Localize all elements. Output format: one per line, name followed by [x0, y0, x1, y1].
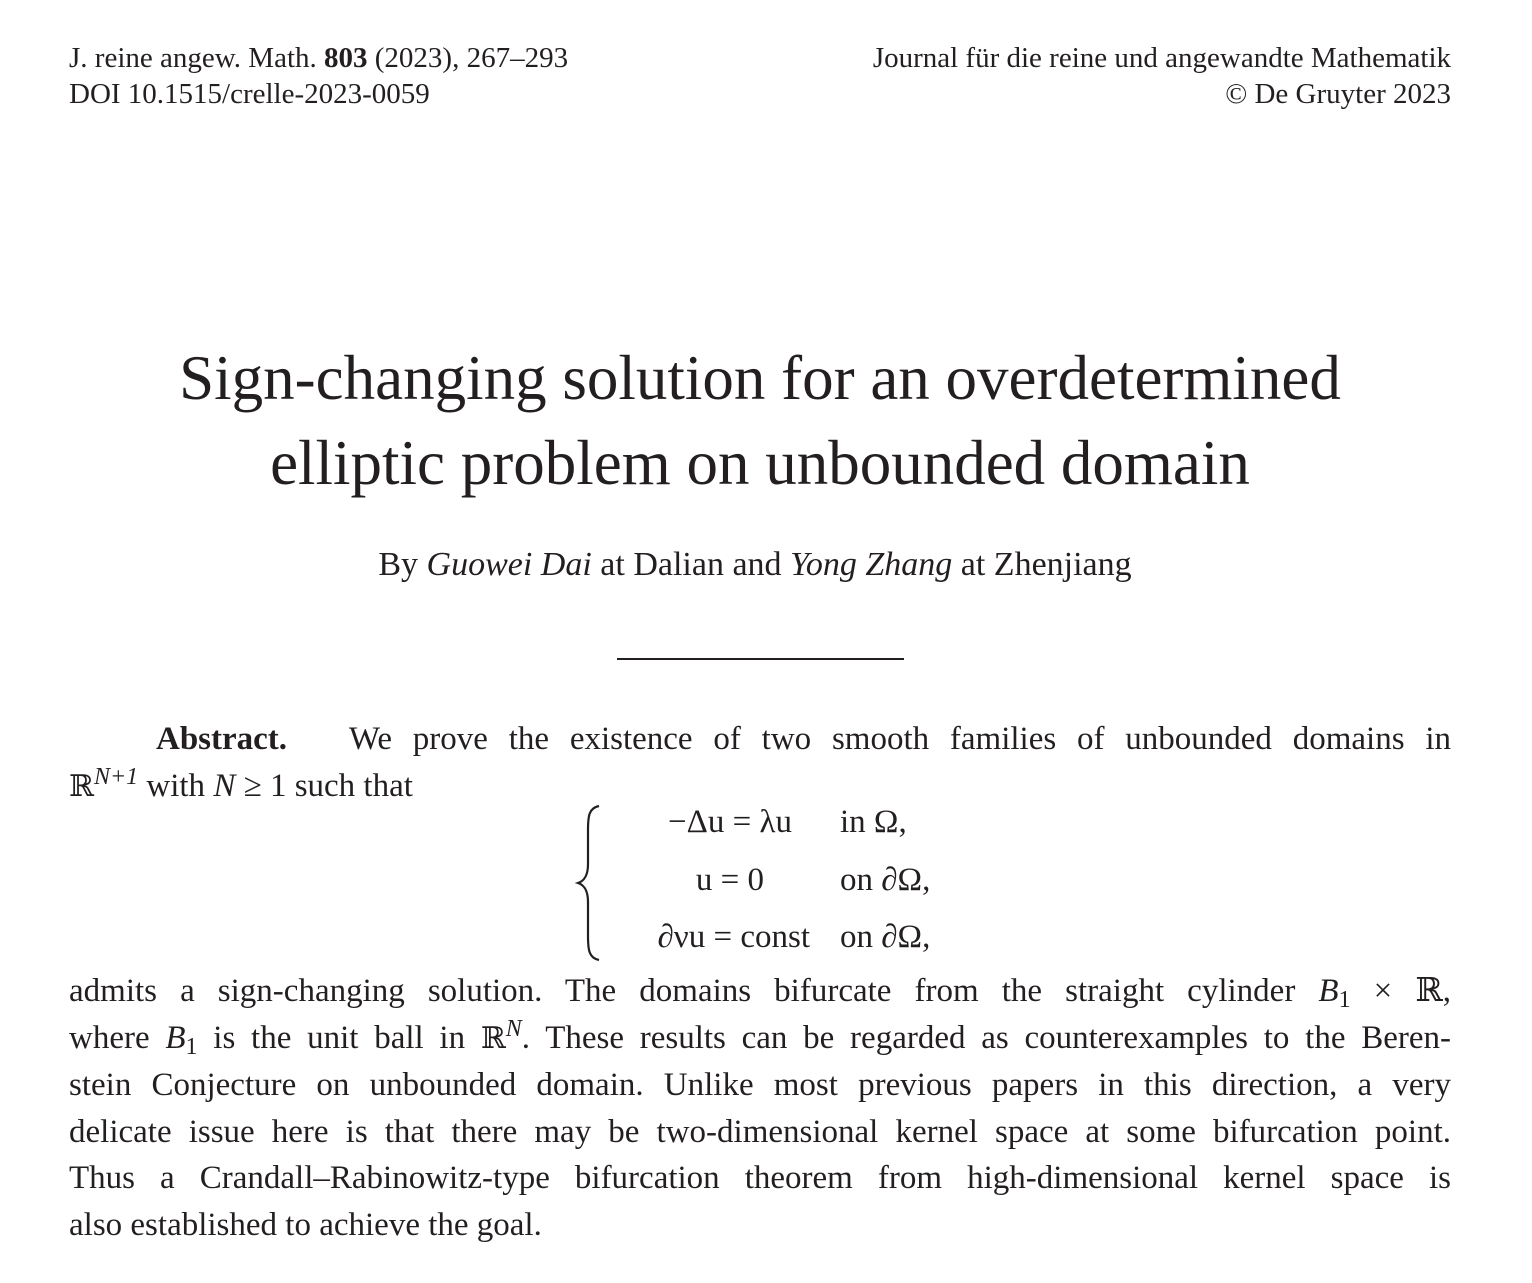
- volume-number: 803: [324, 42, 368, 74]
- copyright: © De Gruyter 2023: [1225, 78, 1451, 110]
- year-pages: (2023), 267–293: [374, 42, 569, 74]
- cylinder-ball-symbol: B: [1318, 973, 1339, 1009]
- abstract-first-line: [69, 716, 1451, 763]
- byline-by: By: [378, 546, 419, 583]
- unit-ball-subscript: 1: [185, 1033, 198, 1060]
- variable-n: N: [213, 767, 236, 804]
- citation-header: [69, 40, 568, 112]
- unit-ball-symbol: B: [165, 1019, 186, 1056]
- separator-rule: [617, 658, 904, 660]
- journal-full-name: Journal für die reine und angewandte Mathematik: [872, 42, 1451, 74]
- affiliation-1: at Dalian and: [600, 546, 782, 583]
- author-1: Guowei Dai: [426, 546, 592, 583]
- abstract-line-2-text: is the unit ball in: [213, 1019, 466, 1056]
- equation-1-lhs: −Δu = λu: [668, 804, 792, 840]
- byline: [0, 543, 1510, 587]
- real-space-symbol: ℝ: [69, 768, 94, 804]
- real-space-symbol-2: ℝ: [480, 1020, 506, 1056]
- abstract-intro-text: We prove the existence of two smooth families of unbounded domains in: [348, 721, 1452, 757]
- abstract-line-3: stein Conjecture on unbounded domain. Unlike most previous papers in this direction, a very: [69, 1067, 1451, 1103]
- equation-system: [575, 800, 995, 960]
- abstract-line-1-text: admits a sign-changing solution. The domains bifurcate from the straight cylinder: [69, 973, 1296, 1009]
- abstract-continuation: [69, 968, 1451, 1248]
- doi: DOI 10.1515/crelle-2023-0059: [69, 78, 430, 110]
- equation-1-condition: in Ω,: [840, 804, 907, 840]
- abstract-second-line: [69, 763, 413, 804]
- paper-title: [0, 336, 1520, 506]
- abstract-line-4: delicate issue here is that there may be two-dimensional kernel space at some bifurcation point.: [69, 1113, 1451, 1150]
- abstract-label: Abstract.: [156, 721, 288, 757]
- with-text: with: [146, 767, 206, 804]
- abstract-line-2-rest: . These results can be regarded as counterexamples to the Beren-: [521, 1019, 1452, 1056]
- space-exponent: N+1: [93, 763, 139, 790]
- condition-text: ≥ 1 such that: [243, 767, 413, 804]
- equation-row-3: [595, 915, 840, 959]
- publisher-header: [873, 40, 1451, 112]
- journal-abbrev: J. reine angew. Math.: [69, 42, 317, 74]
- space-exponent-2: N: [505, 1015, 522, 1042]
- abstract-line-2: [69, 1015, 1451, 1063]
- citation-line: [69, 40, 568, 76]
- abstract-line-5: Thus a Crandall–Rabinowitz-type bifurcation theorem from high-dimensional kernel space is: [69, 1160, 1451, 1196]
- equation-2-lhs: u = 0: [695, 862, 764, 898]
- cylinder-times-r: × ℝ,: [1373, 973, 1452, 1009]
- equation-2-condition: on ∂Ω,: [840, 862, 931, 898]
- equation-row-1: [595, 800, 840, 844]
- affiliation-2: at Zhenjiang: [960, 546, 1132, 583]
- abstract-line-1: [69, 968, 1451, 1015]
- abstract-line-2-where: where: [69, 1019, 150, 1056]
- title-line-2: elliptic problem on unbounded domain: [270, 428, 1250, 498]
- equation-3-condition: on ∂Ω,: [840, 919, 931, 955]
- abstract-line-6: also established to achieve the goal.: [69, 1206, 542, 1243]
- equation-row-2: [595, 858, 840, 902]
- title-line-1: Sign-changing solution for an overdetermined: [179, 343, 1341, 413]
- equation-3-lhs: ∂νu = const: [657, 919, 810, 955]
- author-2: Yong Zhang: [790, 546, 953, 583]
- abstract-intro: [69, 716, 1451, 810]
- cylinder-ball-subscript: 1: [1338, 987, 1351, 1013]
